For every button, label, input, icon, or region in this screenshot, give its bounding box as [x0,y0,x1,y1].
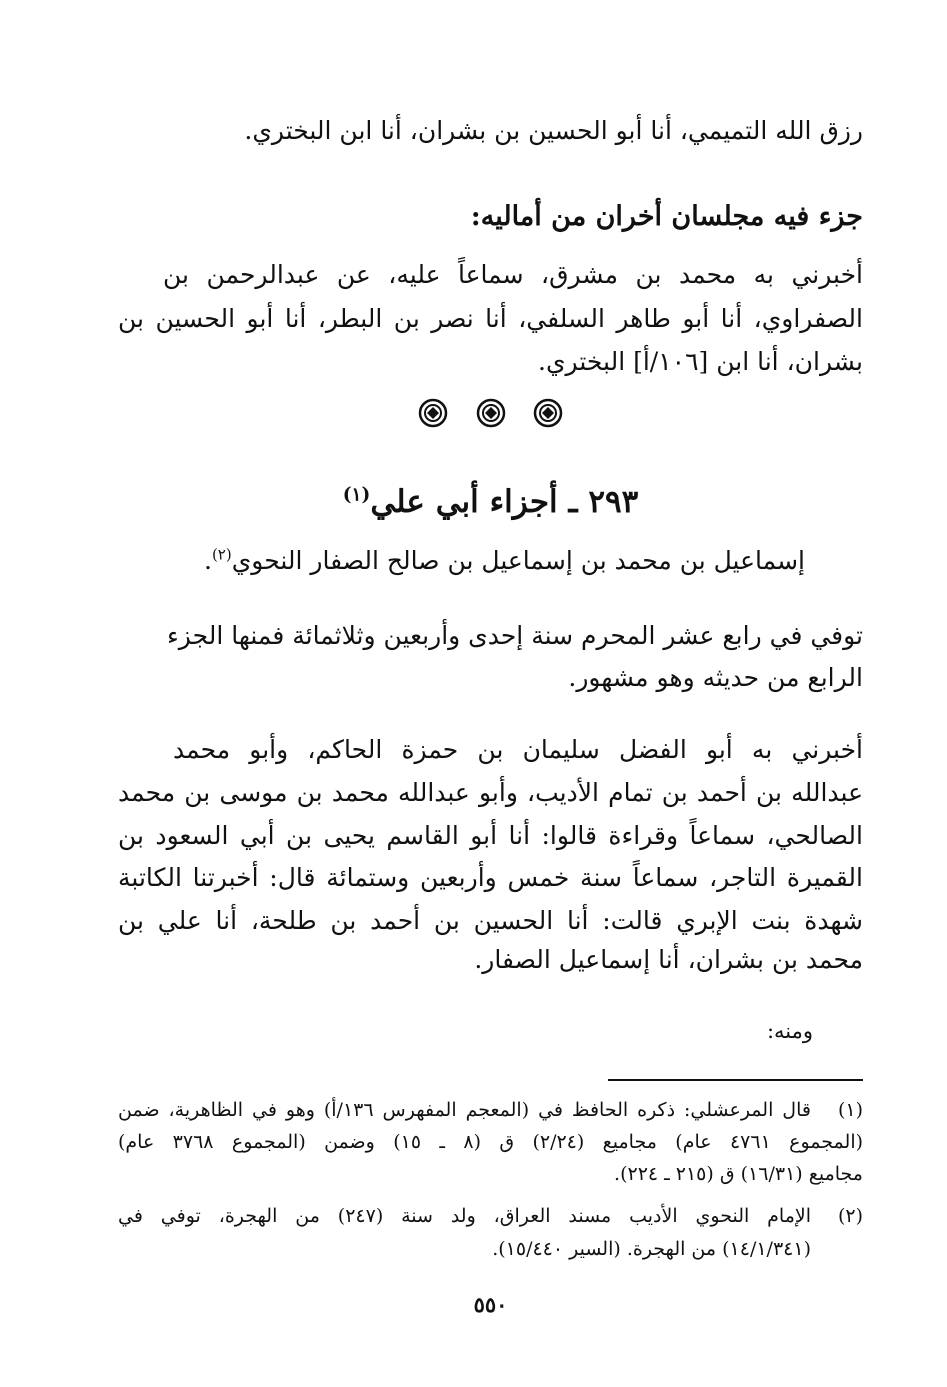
entry-author-footnote-ref: (٢) [211,545,232,564]
section-heading: جزء فيه مجلسان أخران من أماليه: [470,201,863,232]
para3-line-4: القميرة التاجر، سماعاً سنة خمس وأربعين وستمائة قال: أخبرتنا الكاتبة [118,863,863,892]
para1-line-2: الصفراوي، أنا أبو طاهر السلفي، أنا نصر بن البطر، أنا أبو الحسين بن [118,304,863,333]
minhu-label: ومنه: [766,1019,813,1043]
para3-line-5: شهدة بنت الإبري قالت: أنا الحسين بن أحمد بن طلحة، أنا علي بن [118,906,863,935]
para3-line-2: عبدالله بن أحمد بن تمام الأديب، وأبو عبدالله محمد بن موسى بن محمد [118,778,863,807]
entry-title-footnote-ref: (١) [342,484,371,506]
footnote-2-line-1: الإمام النحوي الأديب مسند العراق، ولد سنة (٢٤٧) من الهجرة، توفي في [118,1205,811,1227]
entry-title [118,482,863,522]
ornament-icon [533,398,563,428]
entry-author-end: . [203,546,212,575]
entry-author-text: إسماعيل بن محمد بن إسماعيل بن صالح الصفار النحوي [231,546,805,575]
para2-line-1: توفي في رابع عشر المحرم سنة إحدى وأربعين وثلاثمائة فمنها الجزء [167,621,863,650]
footnote-number: (٢) [837,1205,863,1227]
section-ornament [418,398,563,430]
para2-line-2: الرابع من حديثه وهو مشهور. [568,663,863,692]
top-line: رزق الله التميمي، أنا أبو الحسين بن بشران، أنا ابن البختري. [244,116,863,145]
para3-line-1: أخبرني به أبو الفضل سليمان بن حمزة الحاكم، وأبو محمد [173,735,863,764]
para1-line-3: بشران، أنا ابن [١٠٦/أ] البختري. [538,347,863,376]
para3-line-3: الصالحي، سماعاً وقراءة قالوا: أنا أبو القاسم يحيى بن أبي السعود بن [118,821,863,850]
entry-author [204,544,805,578]
para3-line-6: محمد بن بشران، أنا إسماعيل الصفار. [474,945,863,974]
footnote-1-line-1: قال المرعشلي: ذكره الحافظ في (المعجم المفهرس ١٣٦/أ) وهو في الظاهرية، ضمن [118,1099,811,1121]
ornament-icon [418,398,448,428]
footnote-separator [608,1079,863,1081]
footnote-number: (١) [837,1099,863,1121]
footnote-1-line-3: مجاميع (١٦/٣١) ق (٢١٥ ـ ٢٢٤). [614,1163,863,1185]
para1-line-1: أخبرني به محمد بن مشرق، سماعاً عليه، عن عبدالرحمن بن [163,260,863,289]
ornament-icon [476,398,506,428]
footnote-2-line-2: (١٤/١/٣٤١) من الهجرة. (السير ١٥/٤٤٠). [492,1238,811,1260]
footnote-1-line-2: (المجموع ٤٧٦١ عام) مجاميع (٢/٢٤) ق (٨ ـ ١٥) وضمن (المجموع ٣٧٦٨ عام) [118,1131,864,1153]
book-page [118,0,863,1387]
page-number: ٥٥٠ [473,1292,508,1317]
entry-title-text: ٢٩٣ ـ أجزاء أبي علي [370,484,639,520]
